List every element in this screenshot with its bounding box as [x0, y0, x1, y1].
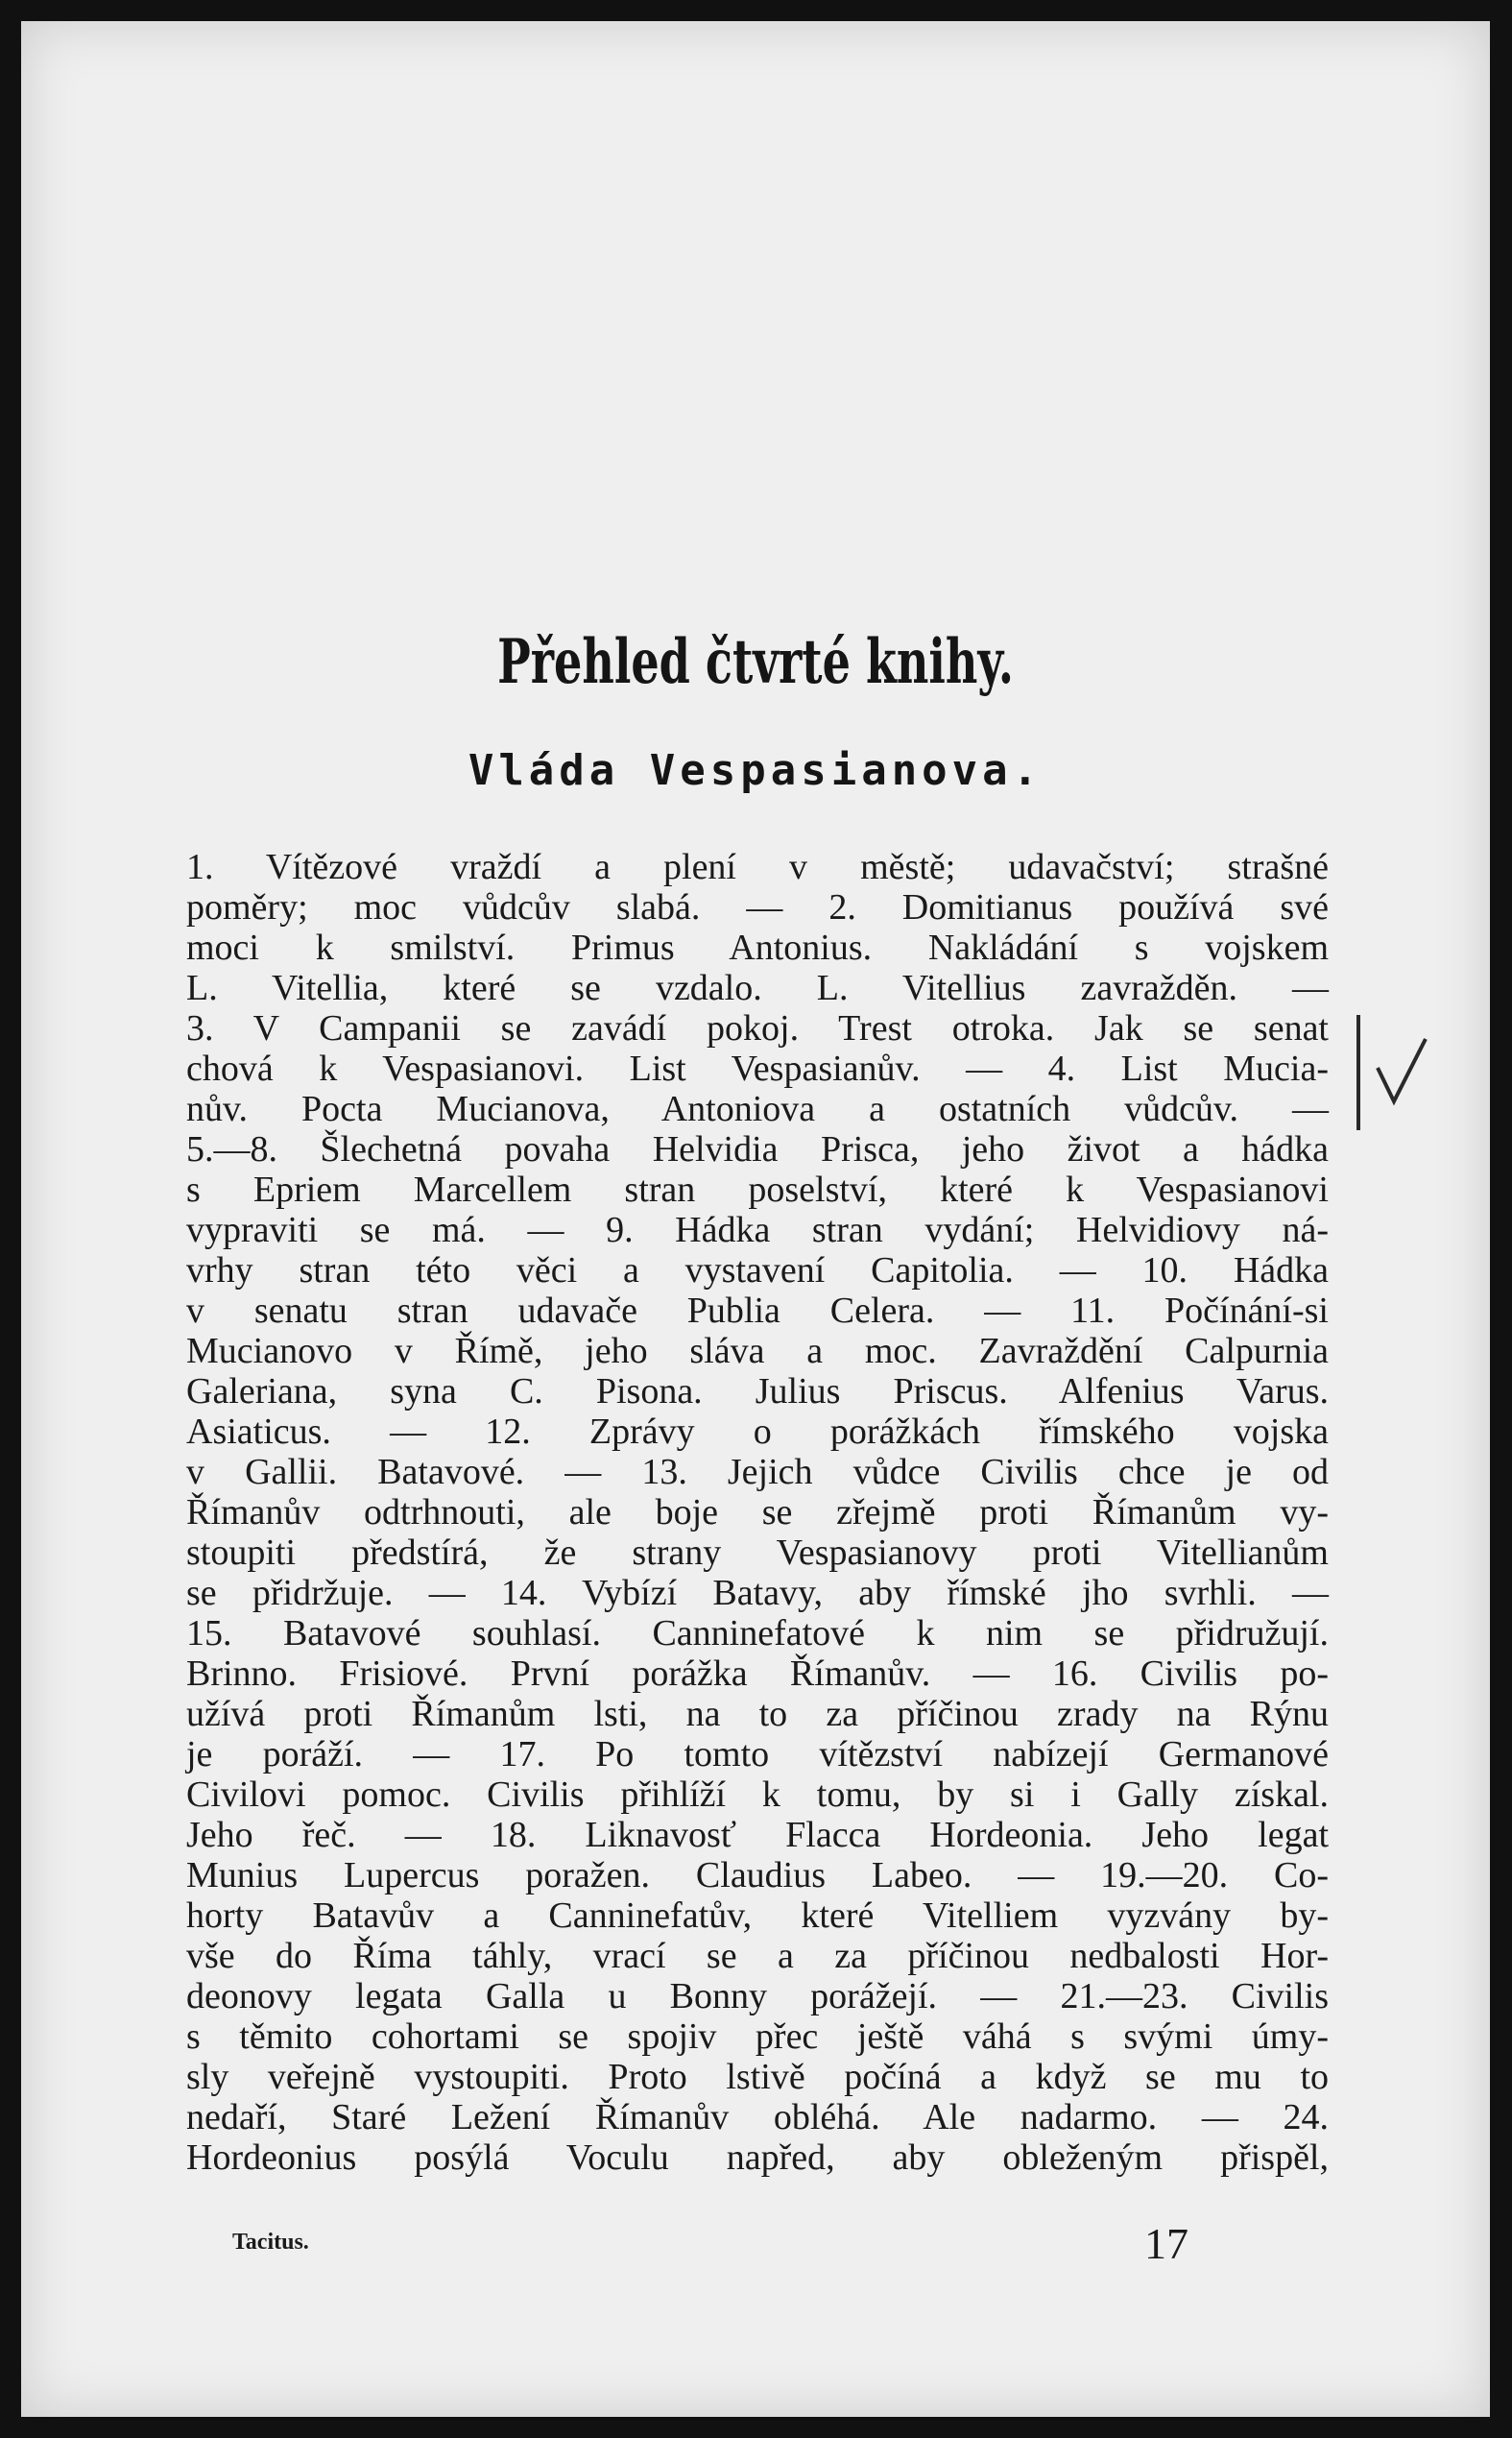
- text-line: Mucianovo v Římě, jeho sláva a moc. Zavraždění Calpurnia: [186, 1331, 1329, 1371]
- text-line: vypraviti se má. — 9. Hádka stran vydání; Helvidiovy ná-: [186, 1210, 1329, 1250]
- page-number: 17: [1144, 2219, 1188, 2268]
- text-line: nedaří, Staré Ležení Římanův obléhá. Ale nadarmo. — 24.: [186, 2097, 1329, 2137]
- text-line: vrhy stran této věci a vystavení Capitolia. — 10. Hádka: [186, 1250, 1329, 1291]
- text-line: chová k Vespasianovi. List Vespasianův. — 4. List Mucia-: [186, 1049, 1329, 1089]
- text-line: se přidržuje. — 14. Vybízí Batavy, aby římské jho svrhli. —: [186, 1573, 1329, 1613]
- text-line: Brinno. Frisiové. První porážka Římanův. — 16. Civilis po-: [186, 1653, 1329, 1694]
- text-line: s Epriem Marcellem stran poselství, které k Vespasianovi: [186, 1170, 1329, 1210]
- text-line: Hordeonius posýlá Voculu napřed, aby obleženým přispěl,: [186, 2137, 1329, 2178]
- text-line: horty Batavův a Canninefatův, které Vitelliem vyzvány by-: [186, 1895, 1329, 1936]
- text-line: Galeriana, syna C. Pisona. Julius Priscus. Alfenius Varus.: [186, 1371, 1329, 1412]
- text-line: je poráží. — 17. Po tomto vítězství nabízejí Germanové: [186, 1734, 1329, 1774]
- footer-signature: Tacitus.: [232, 2230, 309, 2255]
- page-title: Přehled čtvrté knihy.: [497, 626, 1014, 698]
- text-line: stoupiti předstírá, že strany Vespasianovy proti Vitellianům: [186, 1533, 1329, 1573]
- text-line: 15. Batavové souhlasí. Canninefatové k nim se přidružují.: [186, 1613, 1329, 1653]
- page-subtitle: Vláda Vespasianova.: [468, 746, 1044, 795]
- text-line: Římanův odtrhnouti, ale boje se zřejmě proti Římanům vy-: [186, 1492, 1329, 1533]
- summary-text: [186, 847, 1329, 2178]
- book-page: [21, 21, 1490, 2417]
- text-line: nův. Pocta Mucianova, Antoniova a ostatních vůdcův. —: [186, 1089, 1329, 1129]
- text-line: s těmito cohortami se spojiv přec ještě váhá s svými úmy-: [186, 2016, 1329, 2057]
- text-line: Munius Lupercus poražen. Claudius Labeo. — 19.—20. Co-: [186, 1855, 1329, 1895]
- text-line: Asiaticus. — 12. Zprávy o porážkách římského vojska: [186, 1412, 1329, 1452]
- handwritten-checkmark-icon: [1351, 1010, 1437, 1135]
- text-line: L. Vitellia, které se vzdalo. L. Vitellius zavražděn. —: [186, 968, 1329, 1008]
- text-line: poměry; moc vůdcův slabá. — 2. Domitianus používá své: [186, 887, 1329, 928]
- text-line: sly veřejně vystoupiti. Proto lstivě počíná a když se mu to: [186, 2057, 1329, 2097]
- text-line: vše do Říma táhly, vrací se a za příčinou nedbalosti Hor-: [186, 1936, 1329, 1976]
- text-line: v Gallii. Batavové. — 13. Jejich vůdce Civilis chce je od: [186, 1452, 1329, 1492]
- text-line: 1. Vítězové vraždí a plení v městě; udavačství; strašné: [186, 847, 1329, 887]
- text-line: v senatu stran udavače Publia Celera. — 11. Počínání-si: [186, 1291, 1329, 1331]
- text-line: Civilovi pomoc. Civilis přihlíží k tomu, by si i Gally získal.: [186, 1774, 1329, 1815]
- text-line: deonovy legata Galla u Bonny porážejí. — 21.—23. Civilis: [186, 1976, 1329, 2016]
- text-line: moci k smilství. Primus Antonius. Nakládání s vojskem: [186, 928, 1329, 968]
- text-line: Jeho řeč. — 18. Liknavosť Flacca Hordeonia. Jeho legat: [186, 1815, 1329, 1855]
- text-line: 3. V Campanii se zavádí pokoj. Trest otroka. Jak se senat: [186, 1008, 1329, 1049]
- text-line: 5.—8. Šlechetná povaha Helvidia Prisca, jeho život a hádka: [186, 1129, 1329, 1170]
- text-line: užívá proti Římanům lsti, na to za příčinou zrady na Rýnu: [186, 1694, 1329, 1734]
